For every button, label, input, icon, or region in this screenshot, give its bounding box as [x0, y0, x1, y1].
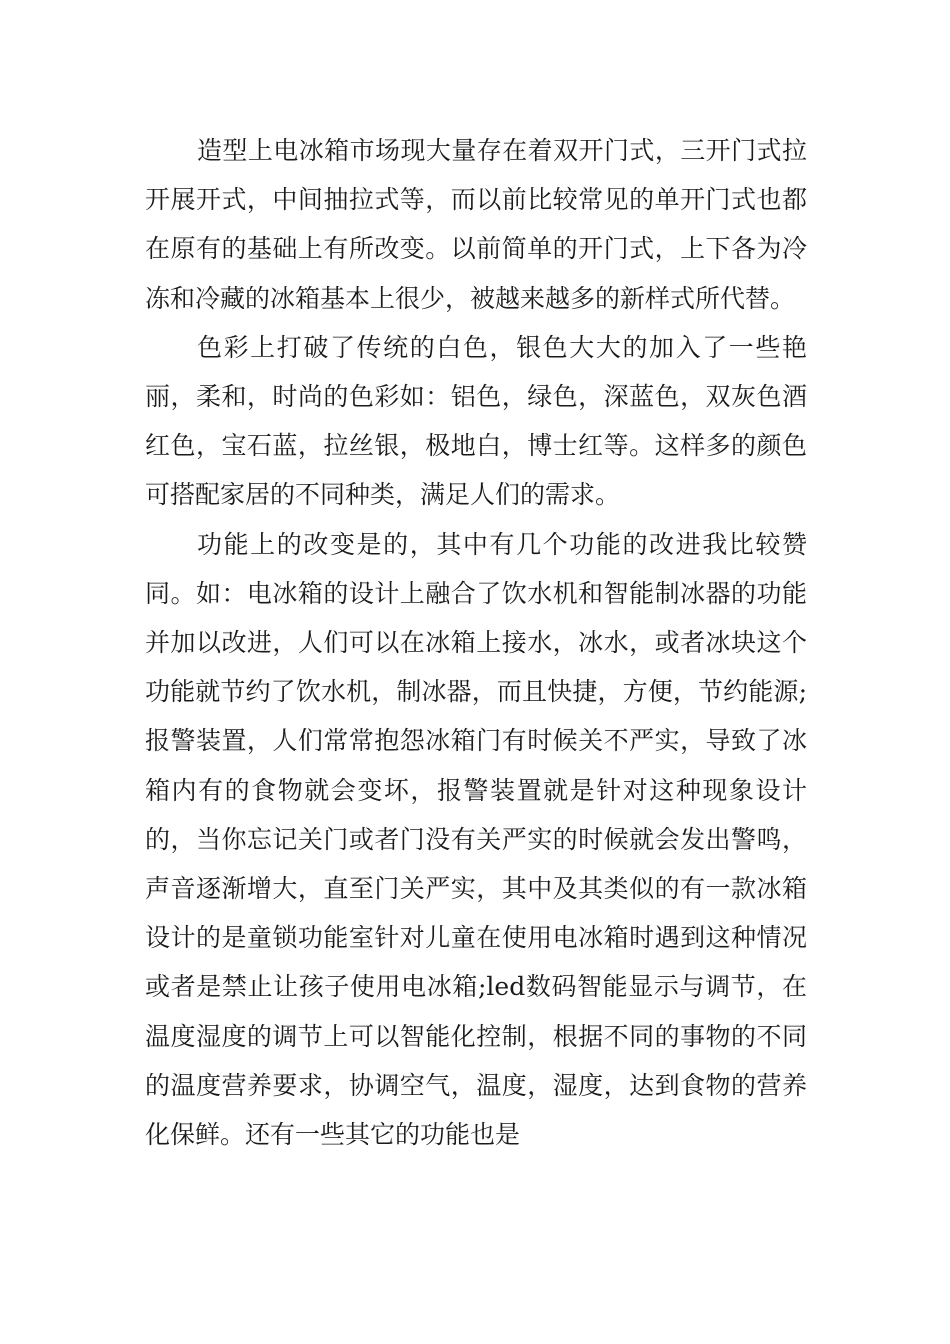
- paragraph-colors: 色彩上打破了传统的白色，银色大大的加入了一些艳丽，柔和，时尚的色彩如：铝色，绿色，深蓝色，双灰色酒红色，宝石蓝，拉丝银，极地白，博士红等。这样多的颜色可搭配家居的不同种类，满足人们的需求。: [145, 332, 807, 510]
- paragraph-functions: 功能上的改变是的，其中有几个功能的改进我比较赞同。如：电冰箱的设计上融合了饮水机和智能制冰器的功能并加以改进，人们可以在冰箱上接水，冰水，或者冰块这个功能就节约了饮水机，制冰器，而且快捷，方便，节约能源;报警装置，人们常常抱怨冰箱门有时候关不严实，导致了冰箱内有的食物就会变坏，报警装置就是针对这种现象设计的，当你忘记关门或者门没有关严实的时候就会发出警鸣，声音逐渐增大，直至门关严实，其中及其类似的有一款冰箱设计的是童锁功能室针对儿童在使用电冰箱时遇到这种情况或者是禁止让孩子使用电冰箱;led数码智能显示与调节，在温度湿度的调节上可以智能化控制，根据不同的事物的不同的温度营养要求，协调空气，温度，湿度，达到食物的营养化保鲜。还有一些其它的功能也是: [145, 529, 807, 1150]
- paragraph-styling: 造型上电冰箱市场现大量存在着双开门式，三开门式拉开展开式，中间抽拉式等，而以前比较常见的单开门式也都在原有的基础上有所改变。以前简单的开门式，上下各为冷冻和冷藏的冰箱基本上很少，被越来越多的新样式所代替。: [145, 136, 807, 313]
- document-body: [145, 126, 807, 1159]
